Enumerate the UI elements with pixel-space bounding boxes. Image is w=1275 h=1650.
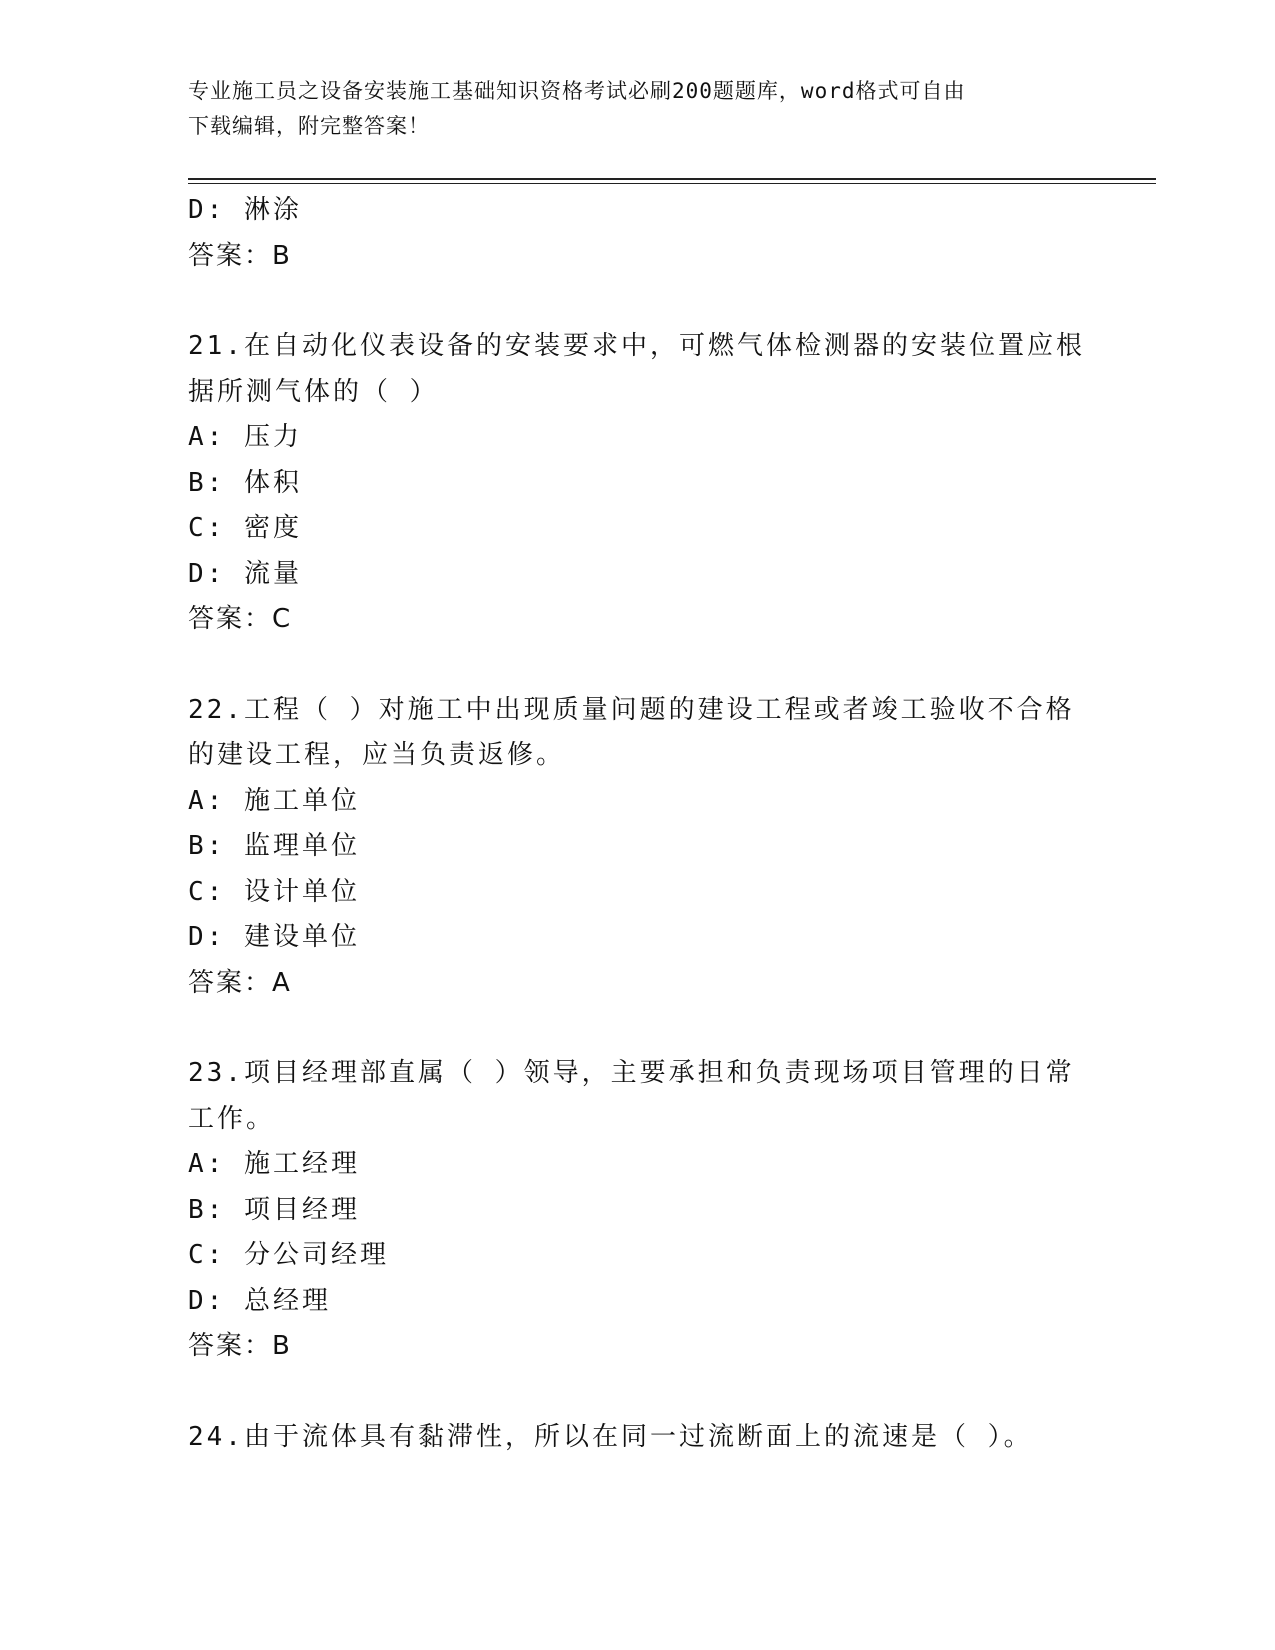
question-stem: 24.由于流体具有黏滞性，所以在同一过流断面上的流速是（ ）。 (188, 1421, 1033, 1452)
spacer (188, 279, 1088, 324)
answer-line: 答案：B (188, 240, 292, 271)
header-title-line-1: 专业施工员之设备安装施工基础知识资格考试必刷200题题库，word格式可自由 (188, 79, 966, 103)
spacer (188, 1370, 1088, 1415)
question-23 (188, 1051, 1088, 1370)
option-d: D: 建设单位 (188, 922, 360, 952)
header-divider-thin (188, 183, 1156, 184)
option-d: D: 流量 (188, 558, 302, 589)
option-a: A: 施工单位 (188, 785, 360, 816)
question-24 (188, 1415, 1088, 1461)
option-c: C: 密度 (188, 513, 302, 543)
question-21 (188, 324, 1088, 643)
previous-question-tail (188, 188, 1088, 279)
question-stem: 的建设工程，应当负责返修。 (188, 740, 566, 770)
option-c: C: 设计单位 (188, 876, 360, 907)
question-stem: 22.工程（ ）对施工中出现质量问题的建设工程或者竣工验收不合格 (188, 694, 1075, 725)
spacer (188, 643, 1088, 688)
document-header (188, 74, 1068, 144)
option-b: B: 监理单位 (188, 831, 360, 861)
option-b: B: 项目经理 (188, 1194, 360, 1225)
header-title-line-2: 下载编辑，附完整答案！ (188, 114, 430, 138)
option-c: C: 分公司经理 (188, 1240, 389, 1270)
answer-line: 答案：B (188, 1331, 292, 1361)
question-stem: 23.项目经理部直属（ ）领导，主要承担和负责现场项目管理的日常 (188, 1058, 1075, 1088)
spacer (188, 1006, 1088, 1051)
option-d: D: 总经理 (188, 1285, 331, 1316)
option-a: A: 施工经理 (188, 1149, 360, 1179)
option-d: D: 淋涂 (188, 195, 302, 225)
question-22 (188, 688, 1088, 1007)
answer-line: 答案：C (188, 604, 293, 634)
option-b: B: 体积 (188, 467, 302, 498)
header-divider-thick (188, 178, 1156, 180)
question-list (188, 188, 1088, 1460)
question-stem: 工作。 (188, 1103, 276, 1134)
question-stem: 据所测气体的（ ） (188, 376, 439, 407)
answer-line: 答案：A (188, 967, 292, 998)
option-a: A: 压力 (188, 422, 302, 452)
question-stem: 21.在自动化仪表设备的安装要求中，可燃气体检测器的安装位置应根 (188, 331, 1085, 361)
